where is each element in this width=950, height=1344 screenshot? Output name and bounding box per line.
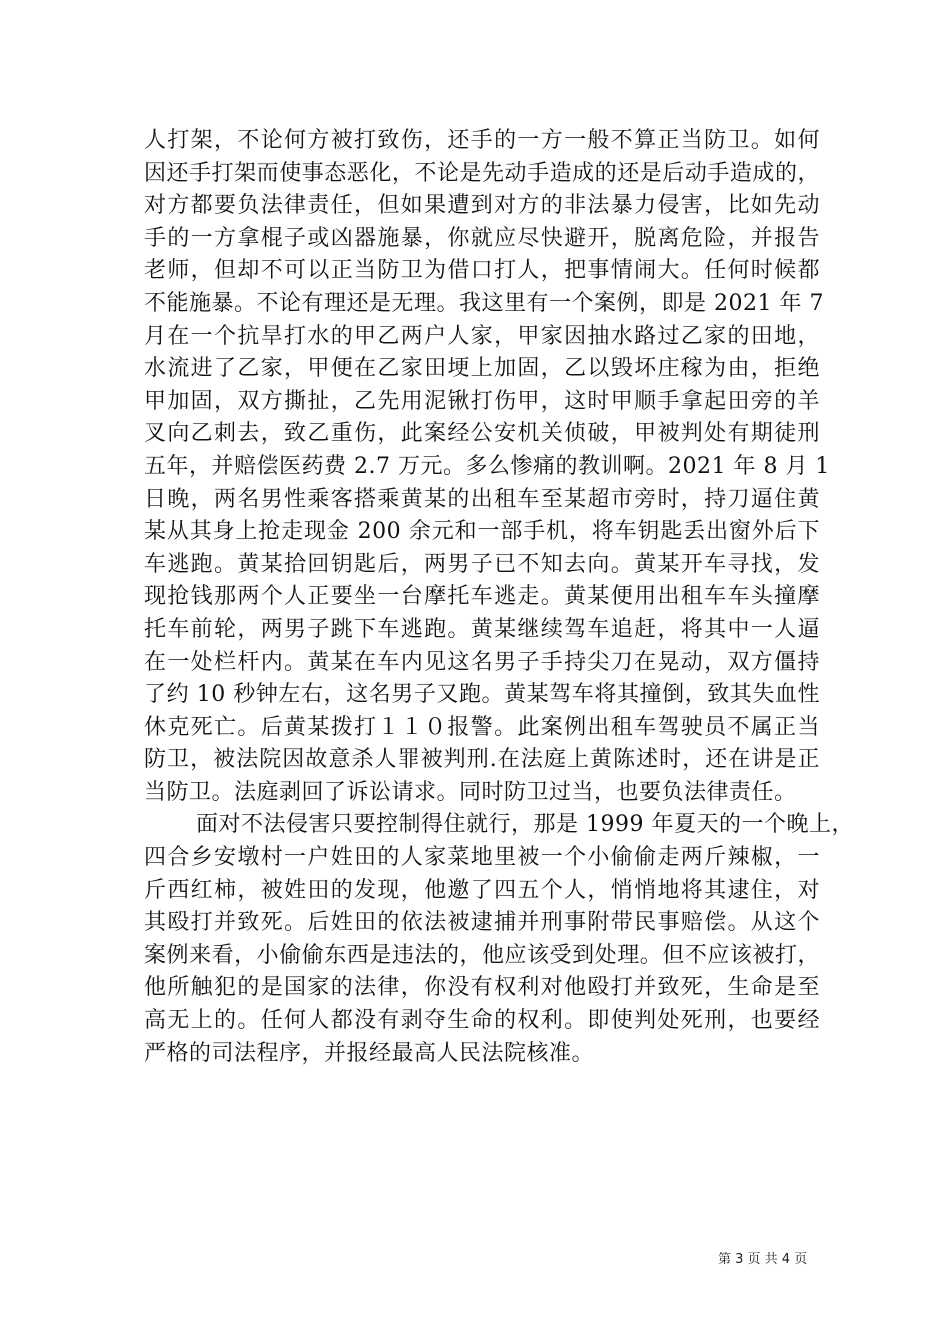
text-line: 在一处栏杆内。黄某在车内见这名男子手持尖刀在晃动，双方僵持 <box>144 649 820 675</box>
text-line: 案例来看，小偷偷东西是违法的，他应该受到处理。但不应该被打， <box>144 942 820 968</box>
text-line: 水流进了乙家，甲便在乙家田埂上加固，乙以毁坏庄稼为由，拒绝 <box>144 356 820 382</box>
text-line: 日晚，两名男性乘客搭乘黄某的出租车至某超市旁时，持刀逼住黄 <box>144 486 820 512</box>
text-line: 高无上的。任何人都没有剥夺生命的权利。即使判处死刑，也要经 <box>144 1008 820 1034</box>
document-body <box>144 125 854 1070</box>
text-line: 斤西红柿，被姓田的发现，他邀了四五个人，悄悄地将其逮住，对 <box>144 877 820 903</box>
text-line: 对方都要负法律责任，但如果遭到对方的非法暴力侵害，比如先动 <box>144 193 820 219</box>
text-line: 五年，并赔偿医药费 2.7 万元。多么惨痛的教训啊。2021 年 8 月 1 <box>144 453 830 479</box>
text-line: 月在一个抗旱打水的甲乙两户人家，甲家因抽水路过乙家的田地， <box>144 323 820 349</box>
text-line: 手的一方拿棍子或凶器施暴，你就应尽快避开，脱离危险，并报告 <box>144 225 820 251</box>
text-line: 了约 10 秒钟左右，这名男子又跑。黄某驾车将其撞倒，致其失血性 <box>144 682 820 708</box>
text-line: 人打架，不论何方被打致伤，还手的一方一般不算正当防卫。如何 <box>144 128 820 153</box>
text-line: 他所触犯的是国家的法律，你没有权利对他殴打并致死，生命是至 <box>144 975 820 1001</box>
page-number-footer: 第 3 页 共 4 页 <box>718 1252 808 1267</box>
text-line: 当防卫。法庭剥回了诉讼请求。同时防卫过当，也要负法律责任。 <box>144 779 797 805</box>
text-line: 休克死亡。后黄某拨打１１０报警。此案例出租车驾驶员不属正当 <box>144 714 820 740</box>
text-line: 托车前轮，两男子跳下车逃跑。黄某继续驾车追赶，将其中一人逼 <box>144 616 820 642</box>
text-line: 其殴打并致死。后姓田的依法被逮捕并刑事附带民事赔偿。从这个 <box>144 910 820 936</box>
text-line: 现抢钱那两个人正要坐一台摩托车逃走。黄某便用出租车车头撞摩 <box>144 584 820 610</box>
text-line: 严格的司法程序，并报经最高人民法院核准。 <box>144 1040 595 1066</box>
paragraph-2 <box>144 809 854 1070</box>
text-line: 某从其身上抢走现金 200 余元和一部手机，将车钥匙丢出窗外后下 <box>144 519 820 545</box>
text-line: 不能施暴。不论有理还是无理。我这里有一个案例，即是 2021 年 7 <box>144 290 824 316</box>
text-line: 防卫，被法院因故意杀人罪被判刑.在法庭上黄陈述时，还在讲是正 <box>144 747 820 773</box>
text-line: 四合乡安墩村一户姓田的人家菜地里被一个小偷偷走两斤辣椒，一 <box>144 845 820 871</box>
text-line: 叉向乙刺去，致乙重伤，此案经公安机关侦破，甲被判处有期徒刑 <box>144 421 820 447</box>
text-line: 老师，但却不可以正当防卫为借口打人，把事情闹大。任何时候都 <box>144 258 820 284</box>
text-line: 车逃跑。黄某拾回钥匙后，两男子已不知去向。黄某开车寻找，发 <box>144 551 820 577</box>
text-line: 因还手打架而使事态恶化，不论是先动手造成的还是后动手造成的， <box>144 160 820 186</box>
paragraph-1 <box>144 125 830 809</box>
text-line: 甲加固，双方撕扯，乙先用泥锹打伤甲，这时甲顺手拿起田旁的羊 <box>144 388 820 414</box>
text-line: 面对不法侵害只要控制得住就行，那是 1999 年夏天的一个晚上， <box>196 812 854 838</box>
